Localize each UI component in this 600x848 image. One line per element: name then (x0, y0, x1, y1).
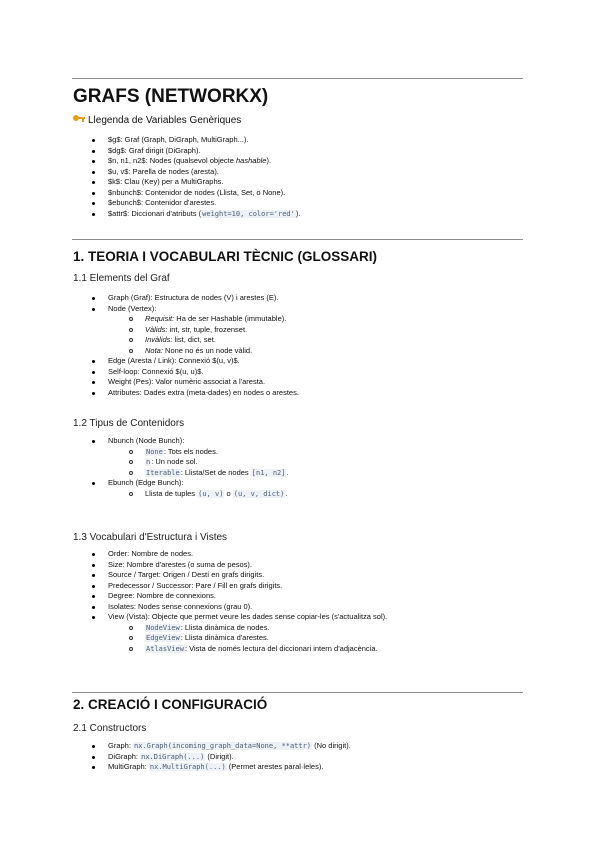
list-item: Weight (Pes): Valor numèric associat a l'aresta. (0, 377, 299, 388)
list-item: Attributes: Dades extra (meta-dades) en nodes o arestes. (0, 388, 299, 399)
sub-list-item: Invàlids: list, dict, set. (0, 335, 299, 346)
sub-list-item: n: Un node sol. (0, 457, 289, 468)
section2-title: 2. CREACIÓ I CONFIGURACIÓ (73, 697, 268, 712)
list-item: Node (Vertex): (0, 304, 299, 315)
list-item: Size: Nombre d'arestes (o suma de pesos). (0, 560, 387, 571)
list-item: Ebunch (Edge Bunch): (0, 478, 289, 489)
list-item: $k$: Clau (Key) per a MultiGraphs. (0, 177, 300, 188)
list-item: $nbunch$: Contenidor de nodes (Llista, Set, o None). (0, 188, 300, 199)
title-rule (72, 78, 523, 79)
sub-list-item: EdgeView: Llista dinàmica d'arestes. (0, 633, 387, 644)
sub-list-item: Requisit: Ha de ser Hashable (immutable). (0, 314, 299, 325)
list-item: $u, v$: Parella de nodes (aresta). (0, 167, 300, 178)
list-item: Self-loop: Connexió $(u, u)$. (0, 367, 299, 378)
list-item: Predecessor / Successor: Pare / Fill en grafs dirigits. (0, 581, 387, 592)
section2-1-title: 2.1 Constructors (73, 723, 147, 734)
sub-list-item: None: Tots els nodes. (0, 447, 289, 458)
list-item: Graph: nx.Graph(incoming_graph_data=None, **attr) (No dirigit). (0, 741, 351, 752)
legend-title (73, 114, 241, 126)
list-item: $attr$: Diccionari d'atributs (weight=10, color='red'). (0, 209, 300, 220)
legend-list (0, 135, 300, 219)
section1-3-title: 1.3 Vocabulari d'Estructura i Vistes (73, 532, 228, 543)
list-item: Isolates: Nodes sense connexions (grau 0). (0, 602, 387, 613)
list-item: $dg$: Graf dirigit (DiGraph). (0, 146, 300, 157)
list-item: $ebunch$: Contenidor d'arestes. (0, 198, 300, 209)
list-item: Order: Nombre de nodes. (0, 549, 387, 560)
list-item: DiGraph: nx.DiGraph(...) (Dirigit). (0, 752, 351, 763)
list-item: $g$: Graf (Graph, DiGraph, MultiGraph...). (0, 135, 300, 146)
key-icon (73, 114, 85, 123)
list-item: Edge (Aresta / Link): Connexió $(u, v)$. (0, 356, 299, 367)
list-item: View (Vista): Objecte que permet veure les dades sense copiar-les (s'actualitza sol). (0, 612, 387, 623)
list-item: $n, n1, n2$: Nodes (qualsevol objecte hashable). (0, 156, 300, 167)
section1-title: 1. TEORIA I VOCABULARI TÈCNIC (GLOSSARI) (73, 249, 378, 264)
section1-rule (72, 239, 523, 240)
sub-list-item: AtlasView: Vista de només lectura del diccionari intern d'adjacència. (0, 644, 387, 655)
section1-1-title: 1.1 Elements del Graf (73, 273, 170, 284)
list-item: Graph (Graf): Estructura de nodes (V) i arestes (E). (0, 293, 299, 304)
sub-list-item: NodeView: Llista dinàmica de nodes. (0, 623, 387, 634)
section1-2-title: 1.2 Tipus de Contenidors (73, 418, 185, 429)
legend-title-text: Llegenda de Variables Genèriques (88, 115, 242, 126)
sub-list-item: Vàlids: int, str, tuple, frozenset. (0, 325, 299, 336)
structure-list (0, 549, 387, 654)
list-item: Degree: Nombre de connexions. (0, 591, 387, 602)
containers-list (0, 436, 289, 499)
sub-list-item: Iterable: Llista/Set de nodes [n1, n2]. (0, 468, 289, 479)
sub-list-item: Llista de tuples (u, v) o (u, v, dict). (0, 489, 289, 500)
list-item: MultiGraph: nx.MultiGraph(...) (Permet arestes paral·leles). (0, 762, 351, 773)
list-item: Source / Target: Origen / Destí en grafs dirigits. (0, 570, 387, 581)
list-item: Nbunch (Node Bunch): (0, 436, 289, 447)
constructors-list (0, 741, 351, 773)
sub-list-item: Nota: None no és un node vàlid. (0, 346, 299, 357)
section2-rule (72, 692, 523, 693)
elements-list (0, 293, 299, 398)
page-title: GRAFS (NETWORKX) (73, 86, 269, 107)
